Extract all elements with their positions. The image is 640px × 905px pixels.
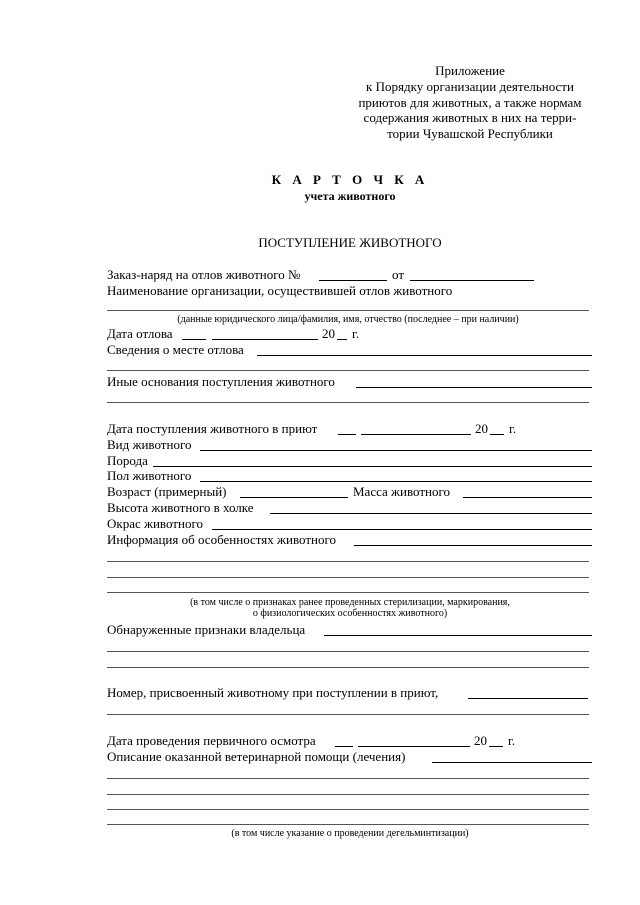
features-hint-1: (в том числе о признаках ранее проведенных стерилизации, маркирования, <box>190 597 510 608</box>
arrival-year-line[interactable] <box>490 434 504 435</box>
capture-date-label: Дата отлова <box>107 326 173 341</box>
org-label: Наименование организации, осуществившей отлов животного <box>107 283 453 298</box>
other-grounds-line[interactable] <box>356 387 592 388</box>
arrival-date-label: Дата поступления животного в приют <box>107 421 318 436</box>
weight-label: Масса животного <box>353 484 451 499</box>
vet-help-line-3[interactable] <box>107 794 589 795</box>
order-date-line[interactable] <box>410 280 534 281</box>
height-label: Высота животного в холке <box>107 500 254 515</box>
exam-year-prefix: 20 <box>474 733 487 748</box>
exam-day-line[interactable] <box>335 746 353 747</box>
exam-year-line[interactable] <box>489 746 503 747</box>
owner-signs-label: Обнаруженные признаки владельца <box>107 622 306 637</box>
owner-signs-line[interactable] <box>324 635 592 636</box>
breed-label: Порода <box>107 453 148 468</box>
arrival-month-line[interactable] <box>361 434 471 435</box>
breed-line[interactable] <box>153 466 592 467</box>
features-line-3[interactable] <box>107 577 589 578</box>
card-title: К А Р Т О Ч К А <box>271 172 429 187</box>
sex-line[interactable] <box>200 481 592 482</box>
color-line[interactable] <box>212 529 592 530</box>
features-line[interactable] <box>354 545 592 546</box>
exam-year-suffix: г. <box>508 733 516 748</box>
color-label: Окрас животного <box>107 516 203 531</box>
vet-help-line-4[interactable] <box>107 809 589 810</box>
sex-label: Пол животного <box>107 468 192 483</box>
order-number-line[interactable] <box>319 280 387 281</box>
features-label: Информация об особенностях животного <box>107 532 337 547</box>
capture-year-prefix: 20 <box>322 326 335 341</box>
appendix-line-1: Приложение <box>435 63 505 78</box>
vet-help-line-5[interactable] <box>107 824 589 825</box>
capture-year-suffix: г. <box>352 326 360 341</box>
features-hint-2: о физиологических особенностях животного) <box>252 608 448 619</box>
appendix-line-4: содержания животных в них на терри- <box>363 110 577 125</box>
arrival-year-suffix: г. <box>509 421 517 436</box>
age-line[interactable] <box>240 497 348 498</box>
vet-help-line-2[interactable] <box>107 778 589 779</box>
capture-place-line-2[interactable] <box>107 370 589 371</box>
number-label: Номер, присвоенный животному при поступлении в приют, <box>107 685 439 700</box>
vet-help-line[interactable] <box>432 762 592 763</box>
capture-day-line[interactable] <box>182 339 206 340</box>
owner-signs-line-2[interactable] <box>107 651 589 652</box>
weight-line[interactable] <box>463 497 592 498</box>
capture-year-line[interactable] <box>337 339 347 340</box>
capture-place-line[interactable] <box>257 355 592 356</box>
card-subtitle: учета животного <box>304 189 396 203</box>
appendix-line-3: приютов для животных, а также нормам <box>358 95 582 110</box>
owner-signs-line-3[interactable] <box>107 667 589 668</box>
other-grounds-label: Иные основания поступления животного <box>107 374 335 389</box>
exam-date-label: Дата проведения первичного осмотра <box>107 733 316 748</box>
arrival-year-prefix: 20 <box>475 421 488 436</box>
vet-help-hint: (в том числе указание о проведении дегельминтизации) <box>231 828 469 839</box>
order-from-label: от <box>392 267 405 282</box>
capture-month-line[interactable] <box>212 339 318 340</box>
appendix-line-5: тории Чувашской Республики <box>387 126 553 141</box>
age-label: Возраст (примерный) <box>107 484 227 499</box>
features-line-2[interactable] <box>107 561 589 562</box>
exam-month-line[interactable] <box>358 746 470 747</box>
number-line[interactable] <box>468 698 588 699</box>
order-label: Заказ-наряд на отлов животного № <box>107 267 301 282</box>
org-hint: (данные юридического лица/фамилия, имя, отчество (последнее – при наличии) <box>177 314 519 325</box>
arrival-day-line[interactable] <box>338 434 356 435</box>
other-grounds-line-2[interactable] <box>107 402 589 403</box>
appendix-line-2: к Порядку организации деятельности <box>366 79 574 94</box>
species-line[interactable] <box>200 450 592 451</box>
vet-help-label: Описание оказанной ветеринарной помощи (лечения) <box>107 749 406 764</box>
species-label: Вид животного <box>107 437 192 452</box>
section-title: ПОСТУПЛЕНИЕ ЖИВОТНОГО <box>258 235 442 250</box>
capture-place-label: Сведения о месте отлова <box>107 342 244 357</box>
org-line[interactable] <box>107 310 589 311</box>
number-line-2[interactable] <box>107 714 589 715</box>
features-line-4[interactable] <box>107 592 589 593</box>
height-line[interactable] <box>270 513 592 514</box>
